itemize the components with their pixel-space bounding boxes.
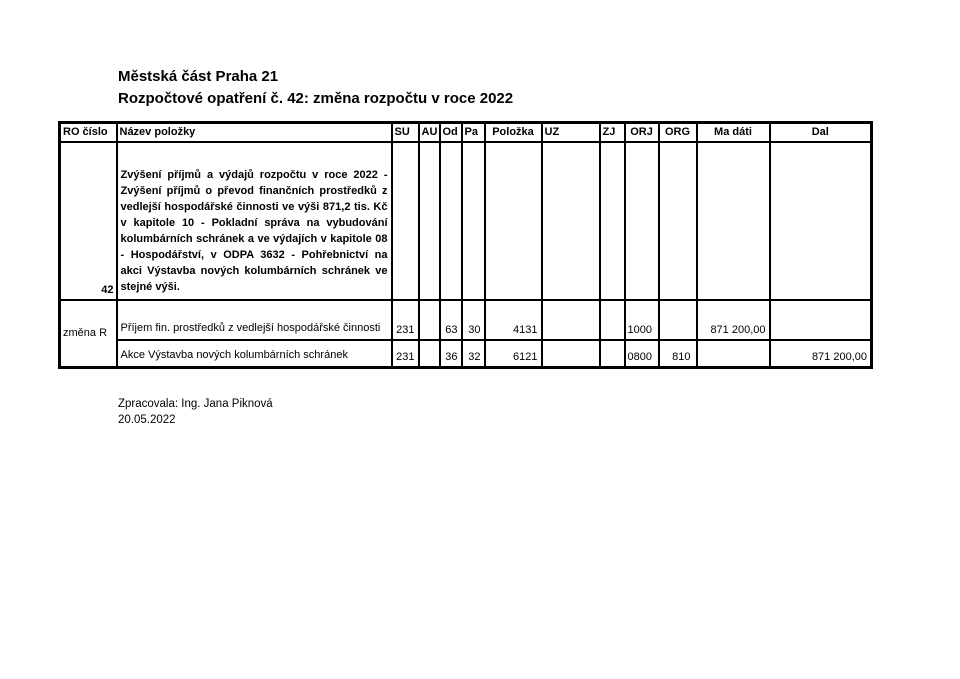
table-row — [60, 300, 872, 340]
cell-orj: 1000 — [625, 300, 659, 340]
cell-uz — [542, 300, 600, 340]
cell-nazev: Akce Výstavba nových kolumbárních schránek — [117, 340, 392, 368]
cell-ma-dati — [697, 340, 770, 368]
cell-orj — [625, 142, 659, 300]
table-header-row — [60, 123, 872, 142]
cell-nazev: Příjem fin. prostředků z vedlejší hospodářské činnosti — [117, 300, 392, 340]
prepared-by-label: Zpracovala: Ing. Jana Piknová — [118, 398, 273, 410]
cell-ro-cislo: změna R — [60, 300, 117, 368]
header-polozka: Položka — [485, 123, 542, 142]
cell-dal — [770, 300, 872, 340]
header-uz: UZ — [542, 123, 600, 142]
header-pa: Pa — [462, 123, 485, 142]
header-ma-dati: Ma dáti — [697, 123, 770, 142]
document-header — [118, 66, 513, 110]
cell-polozka: 6121 — [485, 340, 542, 368]
table-row — [60, 142, 872, 300]
header-au: AU — [419, 123, 440, 142]
cell-ma-dati — [697, 142, 770, 300]
cell-pa: 32 — [462, 340, 485, 368]
page-subtitle: Rozpočtové opatření č. 42: změna rozpočtu v roce 2022 — [118, 90, 514, 107]
cell-zj — [600, 300, 625, 340]
header-od: Od — [440, 123, 462, 142]
document-date: 20.05.2022 — [118, 414, 176, 426]
cell-ro-cislo: 42 — [60, 142, 117, 300]
cell-uz — [542, 340, 600, 368]
cell-au — [419, 340, 440, 368]
document-footer — [118, 396, 273, 428]
header-dal: Dal — [770, 123, 872, 142]
cell-zj — [600, 142, 625, 300]
cell-dal: 871 200,00 — [770, 340, 872, 368]
cell-nazev: Zvýšení příjmů a výdajů rozpočtu v roce 2022 - Zvýšení příjmů o převod finančních prostředků z vedlejší hospodářské činnosti ve výši 871,2 tis. Kč v kapitole 10 - Pokladní správa na vybudování kolumbárních schránek a ve výdajích v kapitole 08 - Hospodářství, v ODPA 3632 - Pohřebnictví na akci Výstavba nových kolumbárních schránek ve stejné výši. — [117, 142, 392, 300]
page-title: Městská část Praha 21 — [118, 68, 279, 85]
header-org: ORG — [659, 123, 697, 142]
header-orj: ORJ — [625, 123, 659, 142]
cell-od: 36 — [440, 340, 462, 368]
cell-od — [440, 142, 462, 300]
cell-pa: 30 — [462, 300, 485, 340]
header-su: SU — [392, 123, 419, 142]
cell-su: 231 — [392, 300, 419, 340]
cell-org: 810 — [659, 340, 697, 368]
table-row — [60, 340, 872, 368]
cell-od: 63 — [440, 300, 462, 340]
header-ro-cislo: RO číslo — [60, 123, 117, 142]
cell-su: 231 — [392, 340, 419, 368]
cell-dal — [770, 142, 872, 300]
header-nazev-polozky: Název položky — [117, 123, 392, 142]
cell-ma-dati: 871 200,00 — [697, 300, 770, 340]
cell-pa — [462, 142, 485, 300]
cell-orj: 0800 — [625, 340, 659, 368]
cell-zj — [600, 340, 625, 368]
cell-org — [659, 142, 697, 300]
cell-su — [392, 142, 419, 300]
cell-au — [419, 142, 440, 300]
cell-polozka — [485, 142, 542, 300]
budget-table — [58, 121, 873, 369]
cell-uz — [542, 142, 600, 300]
cell-polozka: 4131 — [485, 300, 542, 340]
header-zj: ZJ — [600, 123, 625, 142]
cell-au — [419, 300, 440, 340]
cell-org — [659, 300, 697, 340]
